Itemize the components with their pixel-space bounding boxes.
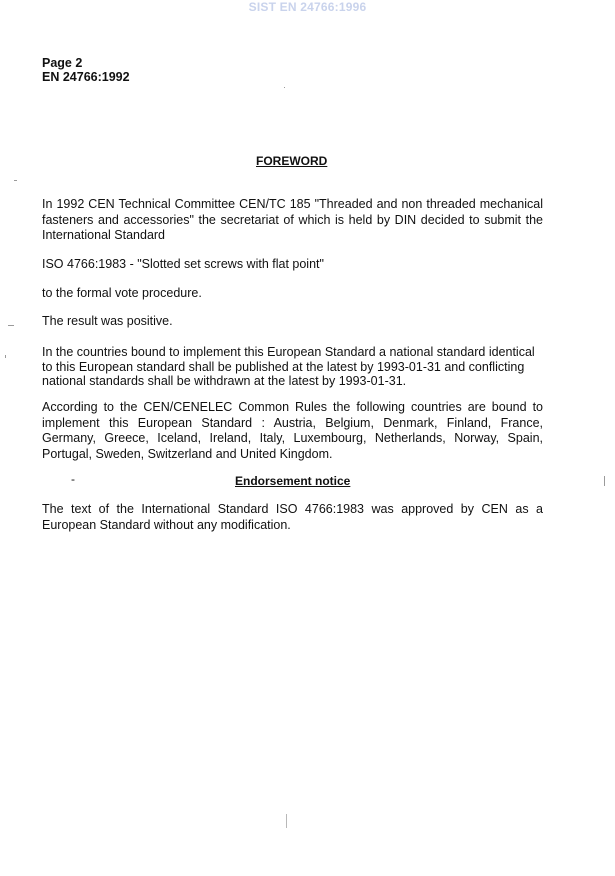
standard-id: EN 24766:1992 [42, 70, 130, 84]
foreword-paragraph-2: ISO 4766:1983 - "Slotted set screws with flat point" [42, 257, 324, 271]
scan-speck [14, 180, 17, 181]
foreword-paragraph-1: In 1992 CEN Technical Committee CEN/TC 185 "Threaded and non threaded mechanical fasteners and accessories" the secretariat of which is held by DIN decided to submit the International Standard [42, 197, 543, 242]
foreword-paragraph-5: In the countries bound to implement this European Standard a national standard identical to this European standard shall be published at the latest by 1993-01-31 and conflicting national standards shall be withdrawn at the latest by 1993-01-31. [42, 345, 535, 388]
foreword-paragraph-3: to the formal vote procedure. [42, 286, 202, 300]
endorsement-text: The text of the International Standard ISO 4766:1983 was approved by CEN as a European Standard without any modification. [42, 502, 543, 532]
scan-speck [604, 476, 605, 486]
page-header [42, 56, 130, 84]
foreword-paragraph-6: According to the CEN/CENELEC Common Rules the following countries are bound to implement this European Standard : Austria, Belgium, Denmark, Finland, France, Germany, Greece, Iceland, Ireland, Italy, Luxembourg, Netherlands, Norway, Spain, Portugal, Sweden, Switzerland and United Kingdom. [42, 400, 543, 461]
scan-speck [284, 87, 285, 88]
page-number: Page 2 [42, 56, 83, 70]
scan-speck [8, 325, 14, 326]
endorsement-dash: - [71, 472, 75, 486]
scan-mark [286, 814, 287, 828]
watermark: SIST EN 24766:1996 [248, 0, 367, 14]
foreword-heading: FOREWORD [256, 154, 328, 168]
foreword-paragraph-4: The result was positive. [42, 314, 173, 328]
scan-speck [5, 355, 6, 358]
endorsement-heading: Endorsement notice [235, 474, 351, 488]
